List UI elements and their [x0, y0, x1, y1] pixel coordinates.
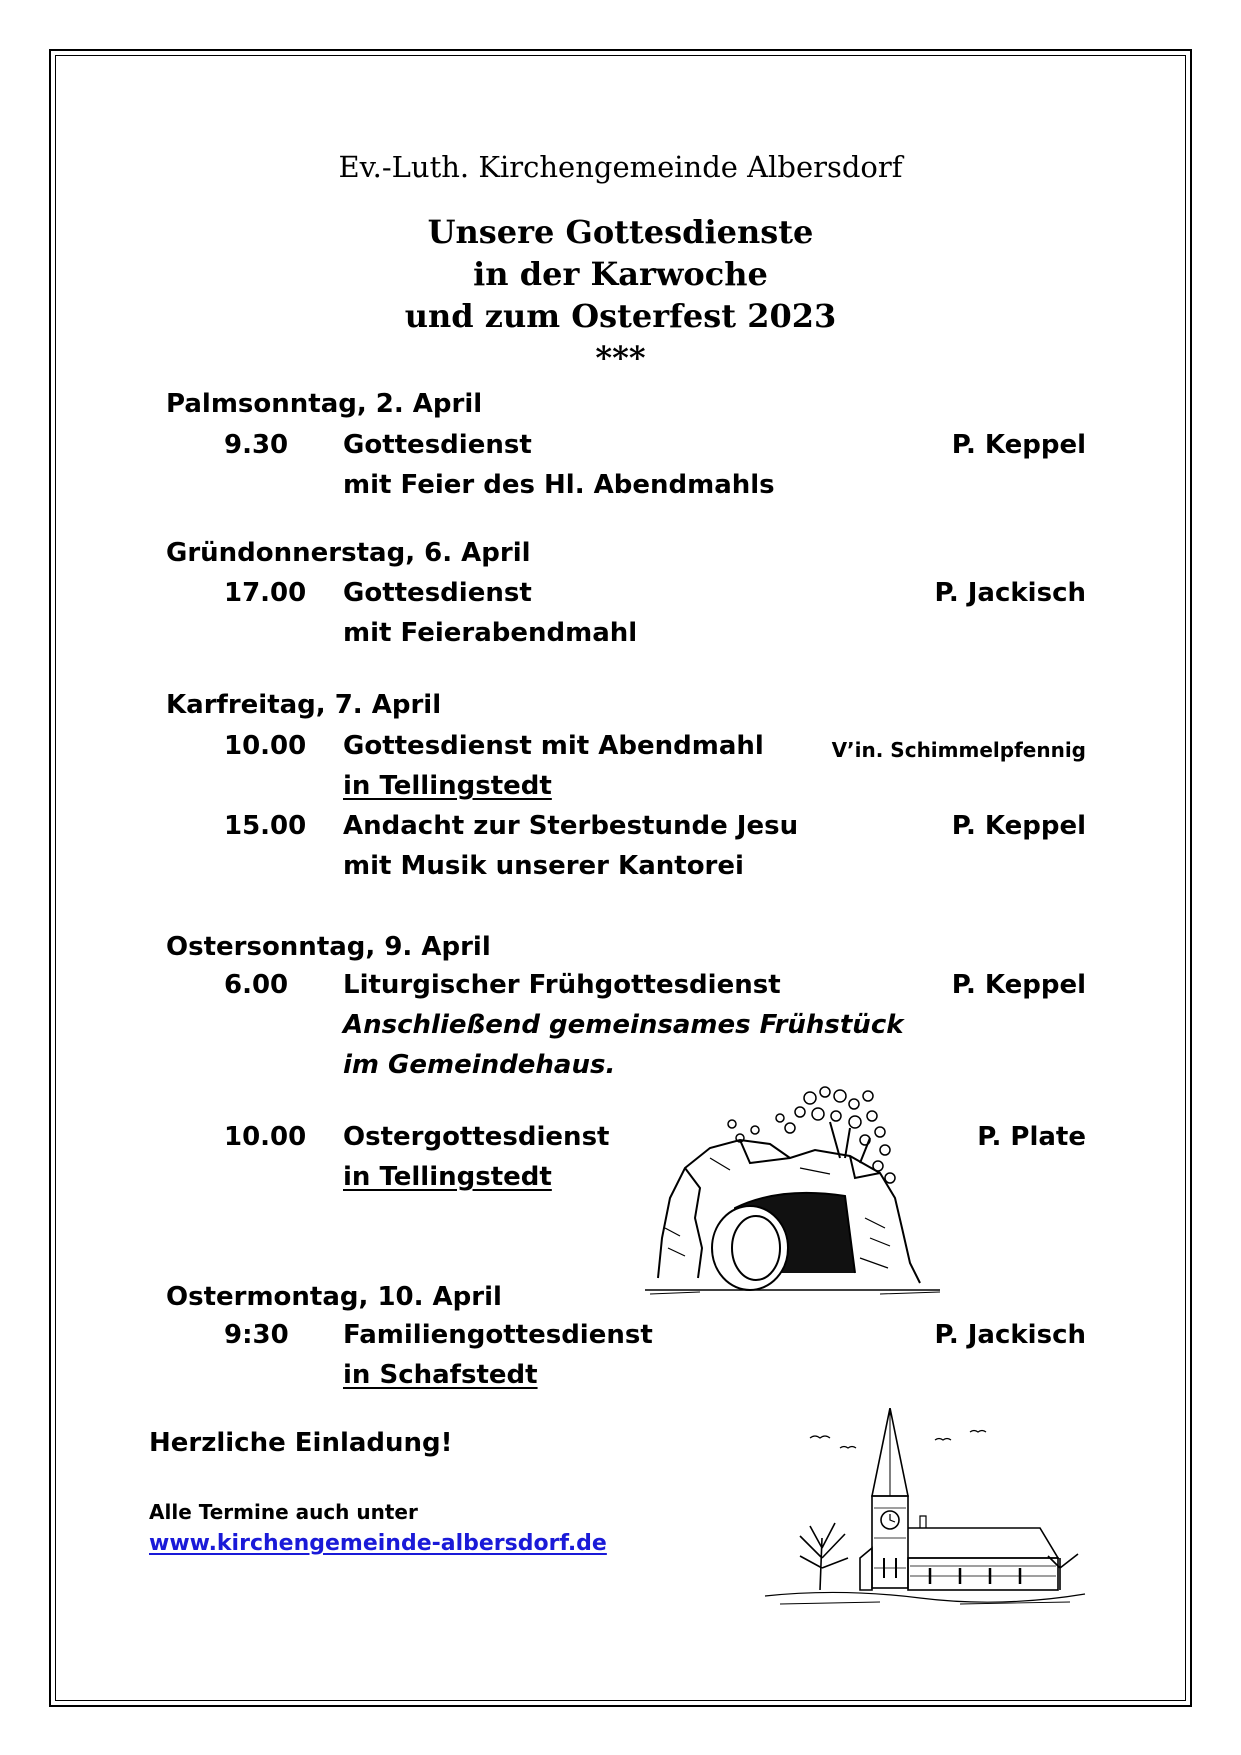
- service-title: Gottesdienst: [343, 430, 532, 460]
- service-time: 10.00: [224, 1122, 307, 1152]
- service-detail: mit Feierabendmahl: [343, 618, 638, 648]
- service-title: Familiengottesdienst: [343, 1320, 653, 1350]
- service-detail: mit Feier des Hl. Abendmahls: [343, 470, 775, 500]
- website-link[interactable]: www.kirchengemeinde-albersdorf.de: [149, 1531, 607, 1556]
- page-title: [0, 211, 1241, 379]
- service-time: 10.00: [224, 731, 307, 761]
- organization-name: Ev.-Luth. Kirchengemeinde Albersdorf: [338, 150, 903, 184]
- service-note: Anschließend gemeinsames Frühstück: [343, 1010, 904, 1040]
- service-time: 15.00: [224, 811, 307, 841]
- service-pastor: V’in. Schimmelpfennig: [831, 738, 1086, 762]
- day-heading-ostersonntag: Ostersonntag, 9. April: [166, 932, 491, 962]
- service-location: in Tellingstedt: [343, 771, 552, 801]
- day-heading-ostermontag: Ostermontag, 10. April: [166, 1282, 502, 1312]
- easter-tomb-icon: [640, 1078, 950, 1298]
- service-time: 9:30: [224, 1320, 289, 1350]
- service-pastor: P. Jackisch: [934, 578, 1086, 608]
- service-pastor: P. Jackisch: [934, 1320, 1086, 1350]
- note-text: Alle Termine auch unter: [149, 1500, 418, 1524]
- service-time: 9.30: [224, 430, 289, 460]
- service-time: 6.00: [224, 970, 289, 1000]
- service-title: Andacht zur Sterbestunde Jesu: [343, 811, 799, 841]
- title-stars: ***: [595, 339, 646, 377]
- day-heading-karfreitag: Karfreitag, 7. April: [166, 690, 442, 720]
- service-location: in Tellingstedt: [343, 1162, 552, 1192]
- day-heading-gruendonnerstag: Gründonnerstag, 6. April: [166, 538, 531, 568]
- service-pastor: P. Keppel: [951, 430, 1086, 460]
- title-line-1: Unsere Gottesdienste: [427, 213, 814, 251]
- service-title: Ostergottesdienst: [343, 1122, 610, 1152]
- church-icon: [760, 1408, 1090, 1608]
- service-location: in Schafstedt: [343, 1360, 538, 1390]
- service-note: im Gemeindehaus.: [343, 1050, 616, 1080]
- service-time: 17.00: [224, 578, 307, 608]
- day-heading-palmsonntag: Palmsonntag, 2. April: [166, 389, 483, 419]
- service-detail: mit Musik unserer Kantorei: [343, 851, 744, 881]
- service-title: Gottesdienst: [343, 578, 532, 608]
- service-title: Gottesdienst mit Abendmahl: [343, 731, 764, 761]
- title-line-2: in der Karwoche: [473, 255, 768, 293]
- service-pastor: P. Keppel: [951, 970, 1086, 1000]
- service-title: Liturgischer Frühgottesdienst: [343, 970, 781, 1000]
- title-line-3: und zum Osterfest 2023: [404, 297, 837, 335]
- service-pastor: P. Keppel: [951, 811, 1086, 841]
- invitation-text: Herzliche Einladung!: [149, 1428, 453, 1458]
- service-pastor: P. Plate: [977, 1122, 1086, 1152]
